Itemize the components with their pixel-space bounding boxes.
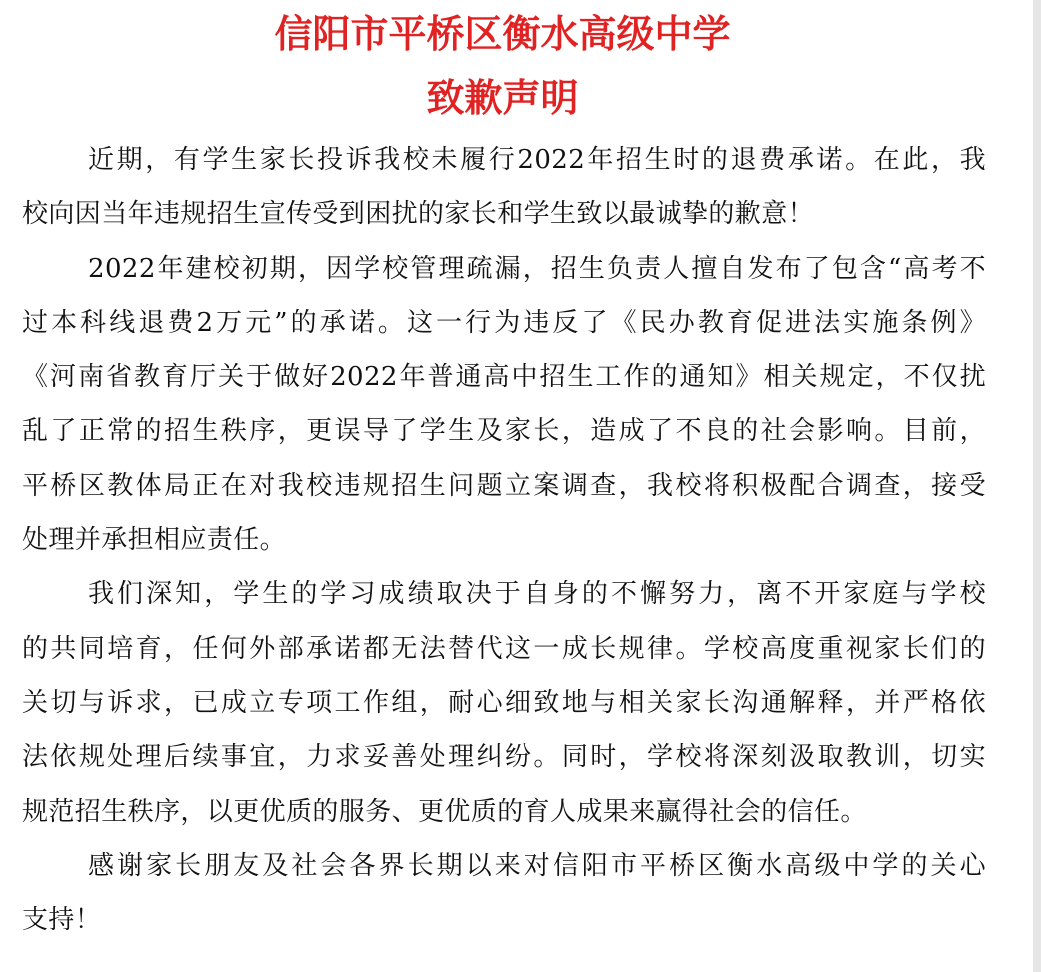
document-subtitle: 致歉声明 xyxy=(426,75,579,120)
paragraph-line: 的共同培育，任何外部承诺都无法替代这一成长规律。学校高度重视家长们的 xyxy=(22,633,986,664)
paragraph-line: 乱了正常的招生秩序，更误导了学生及家长，造成了不良的社会影响。目前， xyxy=(22,416,986,447)
paragraph-line: 关切与诉求，已成立专项工作组，耐心细致地与相关家长沟通解释，并严格依 xyxy=(22,687,986,718)
document-title: 信阳市平桥区衡水高级中学 xyxy=(274,11,731,56)
paragraph-line: 校向因当年违规招生宣传受到困扰的家长和学生致以最诚挚的歉意！ xyxy=(22,199,815,230)
paragraph-line: 2022年建校初期，因学校管理疏漏，招生负责人擅自发布了包含“高考不 xyxy=(88,253,986,284)
paragraph-line: 过本科线退费2万元”的承诺。这一行为违反了《民办教育促进法实施条例》 xyxy=(22,307,986,338)
paragraph-line: 感谢家长朋友及社会各界长期以来对信阳市平桥区衡水高级中学的关心 xyxy=(88,850,986,881)
paragraph-line: 平桥区教体局正在对我校违规招生问题立案调查，我校将积极配合调查，接受 xyxy=(22,470,986,501)
paragraph-line: 《河南省教育厅关于做好2022年普通高中招生工作的通知》相关规定，不仅扰 xyxy=(22,362,986,393)
paragraph-line: 近期，有学生家长投诉我校未履行2022年招生时的退费承诺。在此，我 xyxy=(88,145,986,175)
paragraph-line: 处理并承担相应责任。 xyxy=(22,525,287,556)
paragraph-line: 规范招生秩序，以更优质的服务、更优质的育人成果来赢得社会的信任。 xyxy=(22,796,867,827)
paragraph-line: 支持！ xyxy=(22,905,102,936)
paragraph-line: 法依规处理后续事宜，力求妥善处理纠纷。同时，学校将深刻汲取教训，切实 xyxy=(22,742,986,773)
document-body xyxy=(22,138,986,952)
paragraph-line: 我们深知，学生的学习成绩取决于自身的不懈努力，离不开家庭与学校 xyxy=(88,579,986,610)
